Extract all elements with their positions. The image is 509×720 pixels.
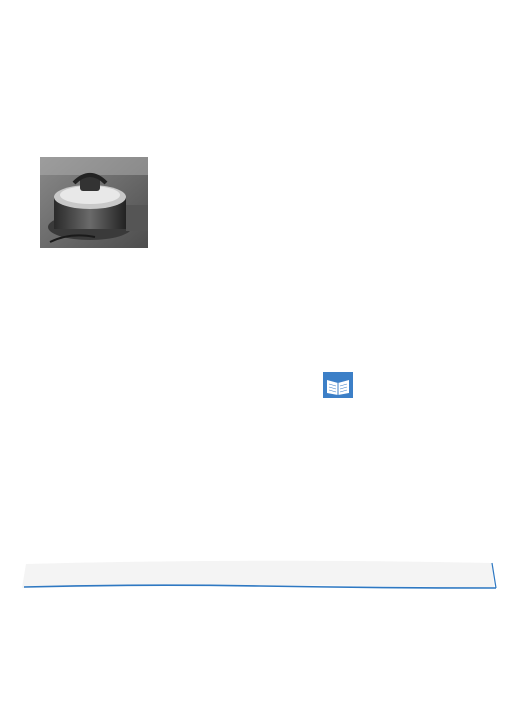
retenir-banner xyxy=(20,560,498,590)
book-icon xyxy=(323,372,353,398)
seismometer-photo xyxy=(40,157,148,248)
seismogram xyxy=(189,122,470,302)
